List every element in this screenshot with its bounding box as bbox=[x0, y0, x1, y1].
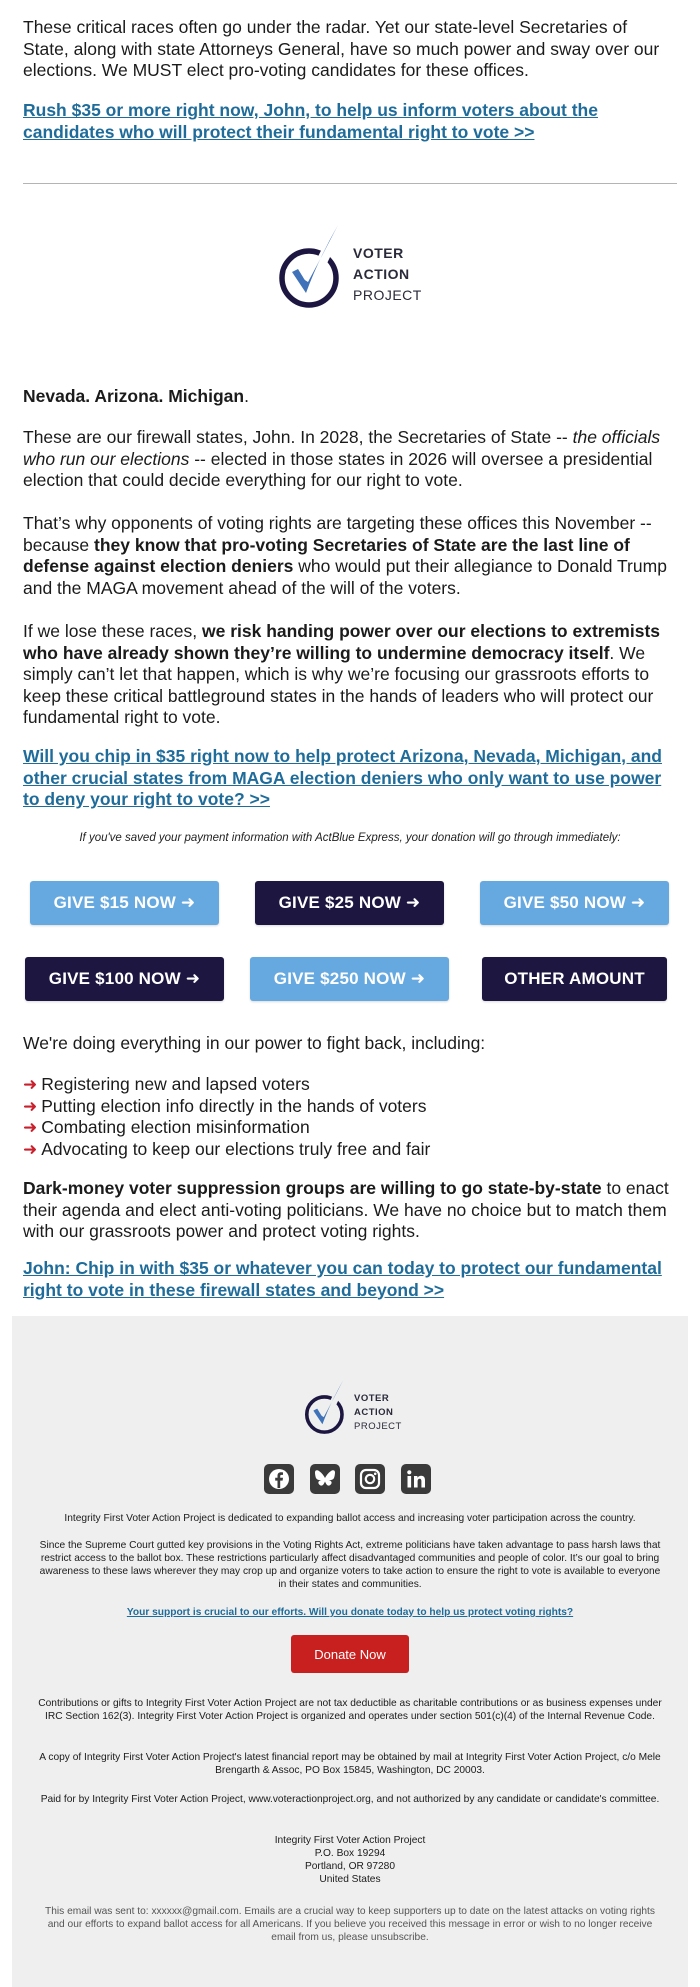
arrow-right-icon: ➜ bbox=[23, 1118, 38, 1137]
paid-for-text: Paid for by Integrity First Voter Action Project, www.voteractionproject.org, and not authorized by any candidate or candidate's committee. bbox=[40, 1794, 660, 1805]
mailing-address bbox=[36, 1834, 664, 1886]
address-country: United States bbox=[319, 1874, 381, 1885]
arrow-right-icon: ➜ bbox=[23, 1096, 38, 1116]
logo-word-voter: VOTER bbox=[354, 1393, 390, 1404]
supreme-court-text: Since the Supreme Court gutted key provisions in the Voting Rights Act, extreme politicians have taken advantage to pass harsh laws that restrict access to the ballot box. These restrictions particularly affect disadvantaged communities and people of color. It’s our goal to bring awareness to these laws wherever they may crop up and organize voters to take action to ensure the right to vote is available to everyone in their states and communities. bbox=[39, 1540, 661, 1590]
support-link-wrapper bbox=[36, 1606, 664, 1619]
footer bbox=[12, 1316, 688, 1987]
address-box: P.O. Box 19294 bbox=[314, 1848, 386, 1859]
mission-text: Integrity First Voter Action Project is dedicated to expanding ballot access and increasing voter participation across the country. bbox=[64, 1513, 636, 1524]
firewall-paragraph: These are our firewall states, John. In 2028, the Secretaries of State -- the officials who run our elections -- elected in those states in 2026 will oversee a presidential election that could decide everything for our right to vote. bbox=[23, 427, 661, 490]
tax-notice: Contributions or gifts to Integrity First Voter Action Project are not tax deductible as charitable contributions or as business expenses under IRC Section 162(3). Integrity First Voter Action Project is organized and operates under section 501(c)(4) of the Internal Revenue Code. bbox=[38, 1698, 662, 1722]
intro-paragraph: These critical races often go under the radar. Yet our state-level Secretaries of State, along with state Attorneys General, have so much power and sway over our elections. We MUST elect pro-voting candidates for these offices. bbox=[23, 17, 660, 80]
other-amount-button[interactable]: OTHER AMOUNT bbox=[482, 957, 667, 1001]
give-250-button[interactable]: GIVE $250 NOW ➜ bbox=[250, 957, 449, 1001]
facebook-icon[interactable] bbox=[264, 1464, 294, 1494]
list-item: ➜ Registering new and lapsed voters bbox=[23, 1074, 310, 1094]
address-name: Integrity First Voter Action Project bbox=[274, 1835, 426, 1846]
arrow-right-icon: ➜ bbox=[23, 1075, 38, 1094]
states-heading: Nevada. Arizona. Michigan. bbox=[23, 386, 249, 406]
give-15-button[interactable]: GIVE $15 NOW ➜ bbox=[30, 881, 219, 925]
checkmark-circle-icon bbox=[304, 1378, 350, 1438]
section-divider bbox=[23, 183, 677, 184]
financial-report-text: A copy of Integrity First Voter Action Project's latest financial report may be obtained by mail at Integrity First Voter Action Project, c/o Mele Brengarth & Assoc, PO Box 15845, Washington, DC 20003. bbox=[39, 1752, 661, 1776]
donate-link-chip-in[interactable]: Will you chip in $35 right now to help protect Arizona, Nevada, Michigan, and other crucial states from MAGA election deniers who only want to use power to deny your right to vote? >> bbox=[23, 746, 662, 809]
efforts-list bbox=[23, 1074, 677, 1160]
linkedin-icon[interactable] bbox=[401, 1464, 431, 1494]
support-link[interactable]: Your support is crucial to our efforts. Will you donate today to help us protect voting rights? bbox=[126, 1607, 574, 1618]
sent-to-text: This email was sent to: xxxxxx@gmail.com. Emails are a crucial way to keep supporters up to date on the latest attacks on voting rights and our efforts to expand ballot access for all Americans. If you believe you received this message in error or wish to no longer receive email from us, please unsubscribe. bbox=[45, 1906, 655, 1943]
list-item: ➜ Combating election misinformation bbox=[23, 1117, 310, 1137]
donate-link-firewall[interactable]: John: Chip in with $35 or whatever you can today to protect our fundamental right to vote in these firewall states and beyond >> bbox=[23, 1258, 662, 1300]
logo-word-project: PROJECT bbox=[353, 287, 422, 303]
fight-intro: We're doing everything in our power to fight back, including: bbox=[23, 1033, 486, 1053]
logo-word-action: ACTION bbox=[353, 266, 410, 282]
dark-money-paragraph: Dark-money voter suppression groups are willing to go state-by-state to enact their agenda and elect anti-voting politicians. We have no choice but to match them with our grassroots power and protect voting rights. bbox=[23, 1178, 669, 1241]
voter-action-project-logo bbox=[278, 222, 422, 314]
logo-word-voter: VOTER bbox=[353, 245, 404, 261]
checkmark-circle-icon bbox=[278, 222, 348, 314]
arrow-right-icon: ➜ bbox=[23, 1139, 38, 1159]
instagram-icon[interactable] bbox=[355, 1464, 385, 1494]
footer-logo bbox=[304, 1378, 404, 1438]
give-100-button[interactable]: GIVE $100 NOW ➜ bbox=[25, 957, 224, 1001]
donate-link-intro[interactable]: Rush $35 or more right now, John, to help us inform voters about the candidates who will protect their fundamental right to vote >> bbox=[23, 100, 598, 142]
risk-paragraph: If we lose these races, we risk handing power over our elections to extremists who have already shown they’re willing to undermine democracy itself. We simply can’t let that happen, which is why we’re focusing our grassroots efforts to keep these critical battleground states in the hands of leaders who will protect our fundamental right to vote. bbox=[23, 621, 661, 727]
donate-now-button[interactable]: Donate Now bbox=[291, 1635, 409, 1673]
list-item: ➜ Advocating to keep our elections truly free and fair bbox=[23, 1138, 431, 1159]
logo-word-project: PROJECT bbox=[354, 1421, 402, 1432]
opponents-paragraph: That’s why opponents of voting rights are targeting these offices this November -- because they know that pro-voting Secretaries of State are the last line of defense against election deniers who would put their allegiance to Donald Trump and the MAGA movement ahead of the will of the voters. bbox=[23, 513, 667, 598]
actblue-note: If you've saved your payment information with ActBlue Express, your donation will go through immediately: bbox=[79, 832, 621, 844]
bluesky-icon[interactable] bbox=[310, 1464, 340, 1494]
give-50-button[interactable]: GIVE $50 NOW ➜ bbox=[480, 881, 669, 925]
give-25-button[interactable]: GIVE $25 NOW ➜ bbox=[255, 881, 444, 925]
logo-word-action: ACTION bbox=[354, 1407, 394, 1418]
address-city: Portland, OR 97280 bbox=[304, 1861, 396, 1872]
list-item: ➜ Putting election info directly in the hands of voters bbox=[23, 1095, 427, 1116]
